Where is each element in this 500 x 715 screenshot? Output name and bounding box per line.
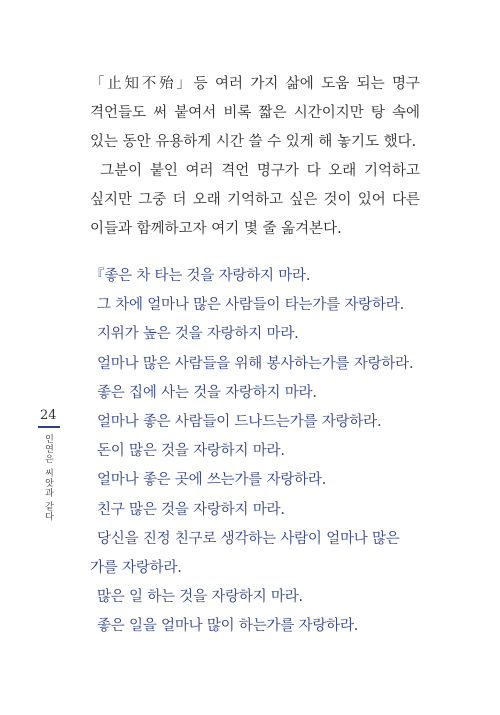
quote-line: 『좋은 차 타는 것을 자랑하지 마라. [90, 268, 311, 284]
quote-line: 좋은 집에 사는 것을 자랑하지 마라. [97, 384, 317, 401]
quote-line: 많은 일 하는 것을 자랑하지 마라. [97, 589, 303, 606]
quote-line: 얼마나 좋은 곳에 쓰는가를 자랑하라. [97, 472, 327, 489]
page-number: 24 [40, 408, 57, 423]
body-prose [90, 70, 420, 244]
quote-line: 좋은 일을 얼마나 많이 하는가를 자랑하라. [97, 618, 359, 635]
quoted-maxims [90, 262, 420, 642]
prose-paragraph: 그분이 붙인 여러 격언 명구가 다 오래 기억하고 싶지만 그중 더 오래 기억하고 싶은 것이 있어 다른 이들과 함께하고자 여기 몇 줄 옮겨본다. [90, 163, 420, 237]
quote-line: 친구 많은 것을 자랑하지 마라. [97, 501, 285, 518]
quote-line: 얼마나 좋은 사람들이 드나드는가를 자랑하라. [97, 414, 382, 431]
quote-line: 당신을 진정 친구로 생각하는 사람이 얼마나 많은 [97, 530, 400, 547]
quote-line: 지위가 높은 것을 자랑하지 마라. [97, 326, 299, 343]
prose-paragraph: 「止知不殆」등 여러 가지 삶에 도움 되는 명구 격언들도 써 붙여서 비록 짧은 시간이지만 탕 속에 있는 동안 유용하게 시간 쓸 수 있게 해 놓기도 했다. [90, 76, 420, 150]
running-title: 인연은 씨앗과 같다 [43, 434, 53, 522]
page-number-rule [38, 426, 60, 428]
quote-line: 얼마나 많은 사람들을 위해 봉사하는가를 자랑하라. [97, 355, 414, 372]
quote-line: 가를 자랑하라. [90, 560, 182, 577]
quote-line: 그 차에 얼마나 많은 사람들이 타는가를 자랑하라. [97, 297, 405, 314]
quote-line: 돈이 많은 것을 자랑하지 마라. [97, 443, 285, 460]
